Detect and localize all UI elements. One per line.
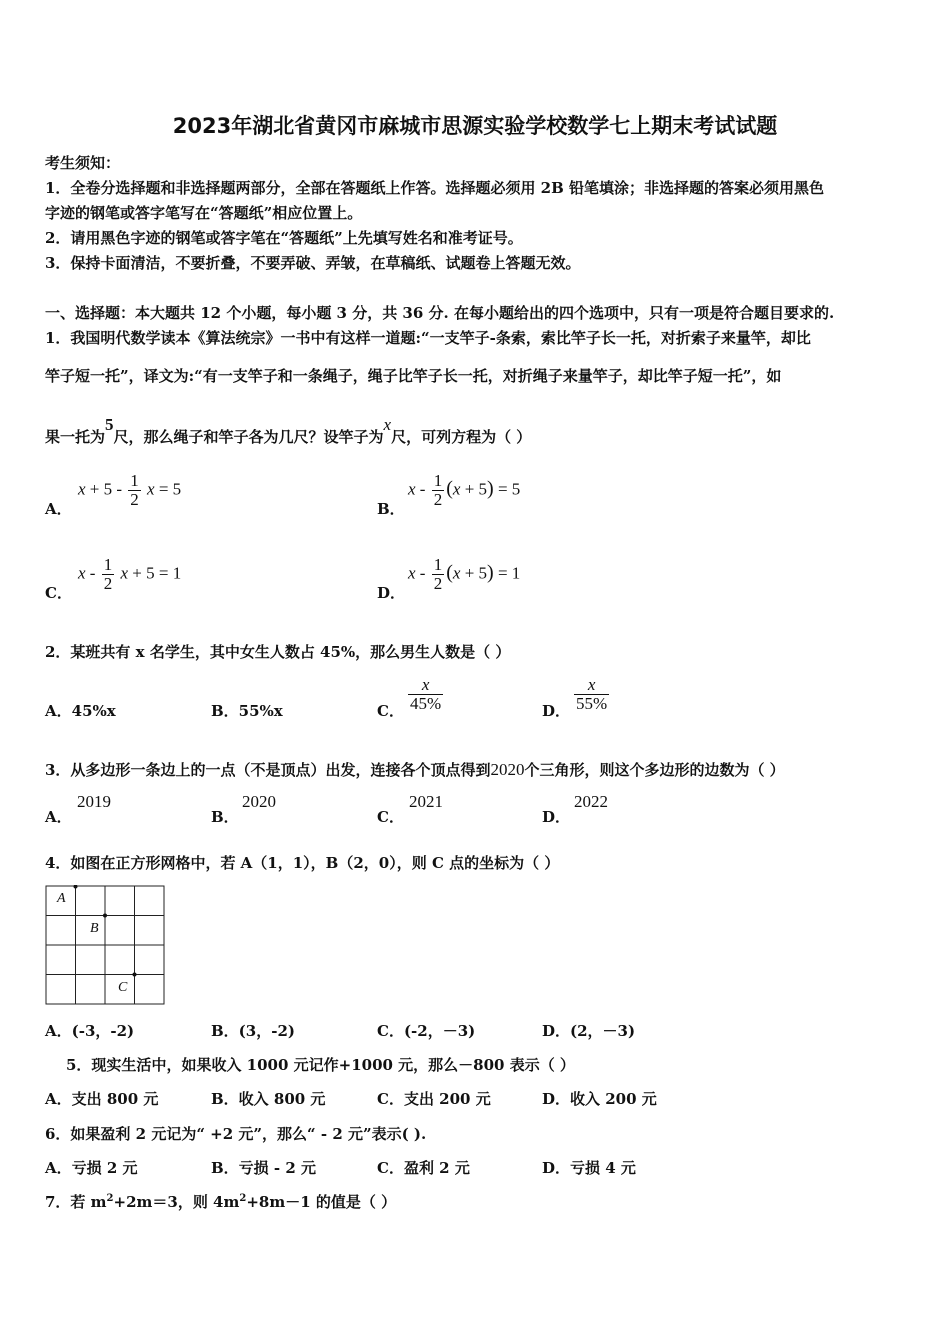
- q1-b-pre: -: [419, 479, 426, 499]
- q1-a-x2: x: [147, 479, 155, 499]
- notice-line-2: 2．请用黑色字迹的钢笔或答字笔在“答题纸”上先填写姓名和准考证号。: [45, 229, 523, 247]
- q4-point-c: [133, 973, 137, 977]
- q3-stem-b: 个三角形，则这个多边形的边数为（ ）: [524, 761, 785, 779]
- q1-option-d-formula[interactable]: [408, 556, 520, 593]
- q3-option-b-value[interactable]: 2020: [242, 792, 276, 811]
- q1-b-frac: $\frac{1}{2}$: [433, 471, 443, 509]
- notice-line-3: 3．保持卡面清洁，不要折叠，不要弄破、弄皱，在草稿纸、试题卷上答题无效。: [45, 254, 581, 272]
- q1-stem-line3: [45, 415, 532, 447]
- q1-d-rparen: ): [487, 561, 494, 584]
- q3-option-c-label[interactable]: C．: [377, 808, 404, 826]
- q2-c-frac: $\frac{x}{45\%}$: [410, 675, 442, 713]
- q3-option-b-label[interactable]: B．: [211, 808, 239, 826]
- q4-grid-svg: [45, 885, 167, 1007]
- q7-stem: [45, 1191, 396, 1212]
- q7-sup-2: 2: [239, 1193, 247, 1204]
- q5-option-a[interactable]: A．支出 800 元: [45, 1090, 159, 1108]
- q1-option-c-formula[interactable]: [78, 556, 181, 593]
- q6-option-b[interactable]: B．亏损 - 2 元: [211, 1159, 317, 1177]
- q2-option-b[interactable]: B．55%x: [211, 702, 283, 720]
- q1-b-x1: x: [408, 479, 416, 499]
- notice-line-1a: 1．全卷分选择题和非选择题两部分，全部在答题纸上作答。选择题必须用 2B 铅笔填涂；非选择题的答案必须用黑色: [45, 179, 825, 197]
- q1-c-x1: x: [78, 563, 86, 583]
- q6-stem: 6．如果盈利 2 元记为“ +2 元”，那么“ - 2 元”表示( ).: [45, 1125, 427, 1143]
- q4-stem: 4．如图在正方形网格中，若 A（1，1），B（2，0），则 C 点的坐标为（ ）: [45, 854, 560, 872]
- q4-option-a[interactable]: A．(-3，-2): [45, 1022, 135, 1040]
- q1-d-lparen: (: [446, 561, 453, 584]
- notice-heading: 考生须知：: [45, 154, 121, 172]
- q1-a-pre: + 5 -: [89, 479, 123, 499]
- q1-b-mid: + 5: [464, 479, 488, 499]
- q3-option-c-value[interactable]: 2021: [409, 792, 443, 811]
- q1-a-x1: x: [78, 479, 86, 499]
- q3-option-a-value[interactable]: 2019: [77, 792, 111, 811]
- q1-a-post: = 5: [158, 479, 182, 499]
- q1-option-b-label[interactable]: B．: [377, 500, 405, 518]
- q5-option-d[interactable]: D．收入 200 元: [542, 1090, 657, 1108]
- q3-stem-num: 2020: [490, 760, 525, 779]
- q4-option-d[interactable]: D．(2，－3): [542, 1022, 636, 1040]
- q1-option-a-formula[interactable]: [78, 472, 181, 509]
- q7-sup-1: 2: [106, 1193, 114, 1204]
- q6-option-a[interactable]: A．亏损 2 元: [45, 1159, 138, 1177]
- q1-stem-line2: 竿子短一托”，译文为:“有一支竿子和一条绳子，绳子比竿子长一托，对折绳子来量竿子，却比竿子短一托”，如: [45, 367, 782, 385]
- q1-d-frac: $\frac{1}{2}$: [433, 555, 443, 593]
- q7-stem-b: +2m＝3，则 4m: [113, 1193, 240, 1211]
- q1-option-c-label[interactable]: C．: [45, 584, 72, 602]
- q2-option-a[interactable]: A．45%x: [45, 702, 116, 720]
- q1-c-post: + 5 = 1: [132, 563, 182, 583]
- q1-d-mid: + 5: [464, 563, 488, 583]
- q6-option-d[interactable]: D．亏损 4 元: [542, 1159, 636, 1177]
- q1-b-post: = 5: [497, 479, 521, 499]
- q7-stem-a: 7．若 m: [45, 1193, 107, 1211]
- q5-stem: 5．现实生活中，如果收入 1000 元记作+1000 元，那么－800 表示（ ）: [66, 1056, 575, 1074]
- q2-d-frac: $\frac{x}{55\%}$: [576, 675, 608, 713]
- q1-b-x2: x: [452, 479, 461, 499]
- q1-b-rparen: ): [487, 477, 494, 500]
- q1-c-pre: -: [89, 563, 96, 583]
- q5-option-c[interactable]: C．支出 200 元: [377, 1090, 491, 1108]
- notice-line-1b: 字迹的钢笔或答字笔写在“答题纸”相应位置上。: [45, 204, 363, 222]
- q1-stem-line3b: 尺，那么绳子和竿子各为几尺？设竿子为: [113, 428, 384, 446]
- q1-stem-line3c: 尺，可列方程为（ ）: [391, 428, 532, 446]
- q1-a-frac: $\frac{1}{2}$: [130, 471, 139, 509]
- q1-stem-line3a: 果一托为: [45, 428, 106, 446]
- q3-option-d-value[interactable]: 2022: [574, 792, 608, 811]
- q1-d-x1: x: [408, 563, 416, 583]
- q1-b-lparen: (: [446, 477, 453, 500]
- q1-d-x2: x: [452, 563, 461, 583]
- q7-stem-c: +8m－1 的值是（ ）: [246, 1193, 397, 1211]
- q1-d-pre: -: [419, 563, 426, 583]
- q2-option-c-label[interactable]: C．: [377, 702, 404, 720]
- q4-label-a: A: [57, 891, 66, 906]
- q4-grid-figure: [45, 885, 167, 1007]
- q3-option-a-label[interactable]: A．: [45, 808, 72, 826]
- q1-c-frac: $\frac{1}{2}$: [103, 555, 113, 593]
- q6-option-c[interactable]: C．盈利 2 元: [377, 1159, 470, 1177]
- q4-point-a: [74, 885, 78, 889]
- q4-option-c[interactable]: C．(-2，－3): [377, 1022, 476, 1040]
- q5-option-b[interactable]: B．收入 800 元: [211, 1090, 326, 1108]
- q1-c-x2: x: [120, 563, 129, 583]
- q2-option-c-formula[interactable]: [406, 676, 445, 713]
- q1-d-post: = 1: [497, 563, 521, 583]
- q3-option-d-label[interactable]: D．: [542, 808, 571, 826]
- q2-option-d-label[interactable]: D．: [542, 702, 571, 720]
- q4-point-b: [103, 914, 107, 918]
- q2-stem: 2．某班共有 x 名学生，其中女生人数占 45%，那么男生人数是（ ）: [45, 643, 511, 661]
- q1-option-b-formula[interactable]: [408, 472, 520, 509]
- q3-stem-a: 3．从多边形一条边上的一点（不是顶点）出发，连接各个顶点得到: [45, 761, 491, 779]
- q4-label-b: B: [90, 921, 99, 936]
- q4-option-b[interactable]: B．(3，-2): [211, 1022, 295, 1040]
- q1-var-x: x: [383, 415, 392, 434]
- q3-stem: [45, 759, 785, 780]
- page-title: 2023年湖北省黄冈市麻城市思源实验学校数学七上期末考试试题: [172, 114, 778, 138]
- q4-label-c: C: [118, 980, 128, 995]
- section-heading: 一、选择题：本大题共 12 个小题，每小题 3 分，共 36 分. 在每小题给出的四个选项中，只有一项是符合题目要求的.: [45, 304, 835, 322]
- q1-num5: 5: [105, 415, 114, 434]
- q1-option-d-label[interactable]: D．: [377, 584, 406, 602]
- q1-stem-line1: 1．我国明代数学读本《算法统宗》一书中有这样一道题:“一支竿子-条索，索比竿子长一托，对折索子来量竿，却比: [45, 329, 811, 347]
- q2-option-d-formula[interactable]: [572, 676, 611, 713]
- q1-option-a-label[interactable]: A．: [45, 500, 72, 518]
